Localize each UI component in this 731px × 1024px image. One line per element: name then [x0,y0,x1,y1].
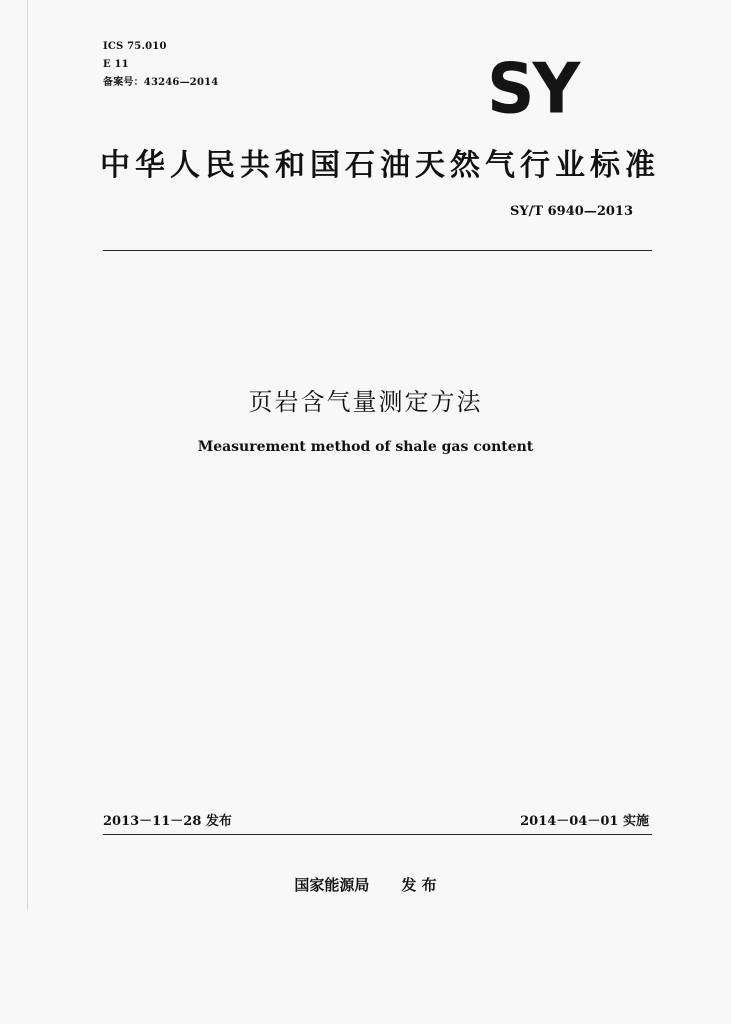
bottom-divider [103,834,652,835]
ics-code: ICS 75.010 [103,41,167,52]
page-edge [27,0,28,910]
document-title-cn: 页岩含气量测定方法 [248,388,483,416]
sy-logo: SY [487,48,579,130]
issuer-line [0,874,731,895]
record-number: 备案号：43246—2014 [103,77,219,88]
org-title: 中华人民共和国石油天然气行业标准 [100,148,660,183]
standard-code: SY/T 6940—2013 [510,204,633,219]
classification-code: E 11 [103,59,129,70]
implementation-date: 2014－04－01 实施 [520,814,649,829]
top-divider [103,250,652,251]
issuer-name: 国家能源局 [294,876,370,894]
issue-date: 2013－11－28 发布 [103,814,232,829]
issuer-action: 发 布 [401,876,437,894]
document-title-en: Measurement method of shale gas content [197,439,534,455]
